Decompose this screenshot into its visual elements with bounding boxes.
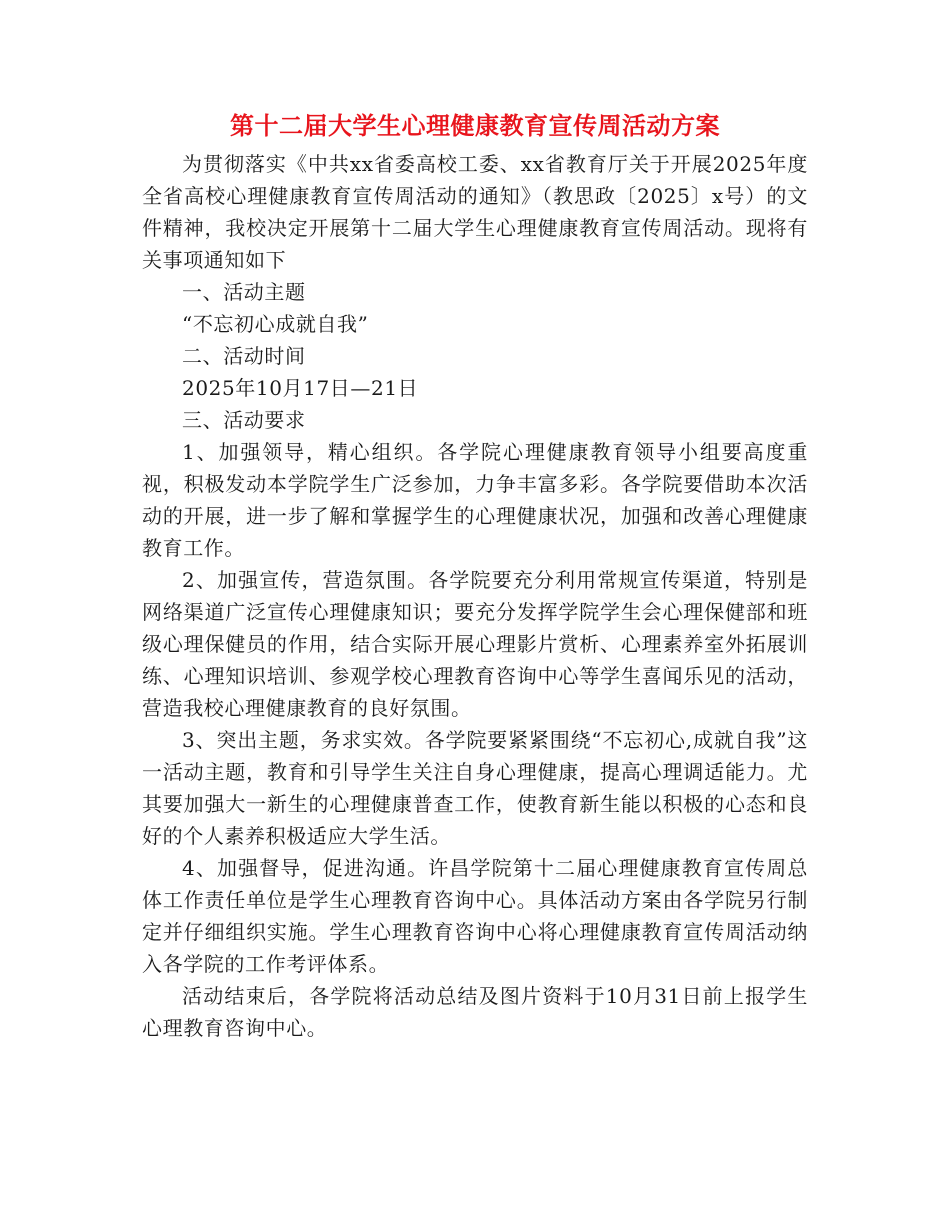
requirement-item-4: 4、加强督导，促进沟通。许昌学院第十二届心理健康教育宣传周总体工作责任单位是学生心理教育咨询中心。具体活动方案由各学院另行制定并仔细组织实施。学生心理教育咨询中心将心理健康教育宣传周活动纳入各学院的工作考评体系。 (142, 856, 808, 976)
activity-time-text: 2025年10月17日—21日 (182, 376, 419, 400)
requirement-item-3: 3、突出主题，务求实效。各学院要紧紧围绕“不忘初心,成就自我”这一活动主题，教育和引导学生关注自身心理健康，提高心理调适能力。尤其要加强大一新生的心理健康普查工作，使教育新生能以积极的心态和良好的个人素养积极适应大学生活。 (142, 728, 808, 848)
document-page (142, 108, 808, 1044)
closing-paragraph: 活动结束后，各学院将活动总结及图片资料于10月31日前上报学生心理教育咨询中心。 (142, 984, 808, 1040)
requirement-item-2: 2、加强宣传，营造氛围。各学院要充分利用常规宣传渠道，特别是网络渠道广泛宣传心理健康知识；要充分发挥学院学生会心理保健部和班级心理保健员的作用，结合实际开展心理影片赏析、心理素养室外拓展训练、心理知识培训、参观学校心理教育咨询中心等学生喜闻乐见的活动，营造我校心理健康教育的良好氛围。 (142, 568, 808, 720)
section-heading-theme: 一、活动主题 (182, 280, 306, 304)
section-heading-time: 二、活动时间 (182, 344, 306, 368)
activity-theme-text: “不忘初心成就自我” (182, 312, 369, 336)
document-title: 第十二届大学生心理健康教育宣传周活动方案 (230, 111, 720, 140)
intro-paragraph: 为贯彻落实《中共xx省委高校工委、xx省教育厅关于开展2025年度全省高校心理健康教育宣传周活动的通知》（教思政〔2025〕x号）的文件精神，我校决定开展第十二届大学生心理健康教育宣传周活动。现将有关事项通知如下 (142, 152, 808, 272)
requirement-item-1: 1、加强领导，精心组织。各学院心理健康教育领导小组要高度重视，积极发动本学院学生广泛参加，力争丰富多彩。各学院要借助本次活动的开展，进一步了解和掌握学生的心理健康状况，加强和改善心理健康教育工作。 (142, 440, 808, 560)
section-heading-requirements: 三、活动要求 (182, 408, 306, 432)
